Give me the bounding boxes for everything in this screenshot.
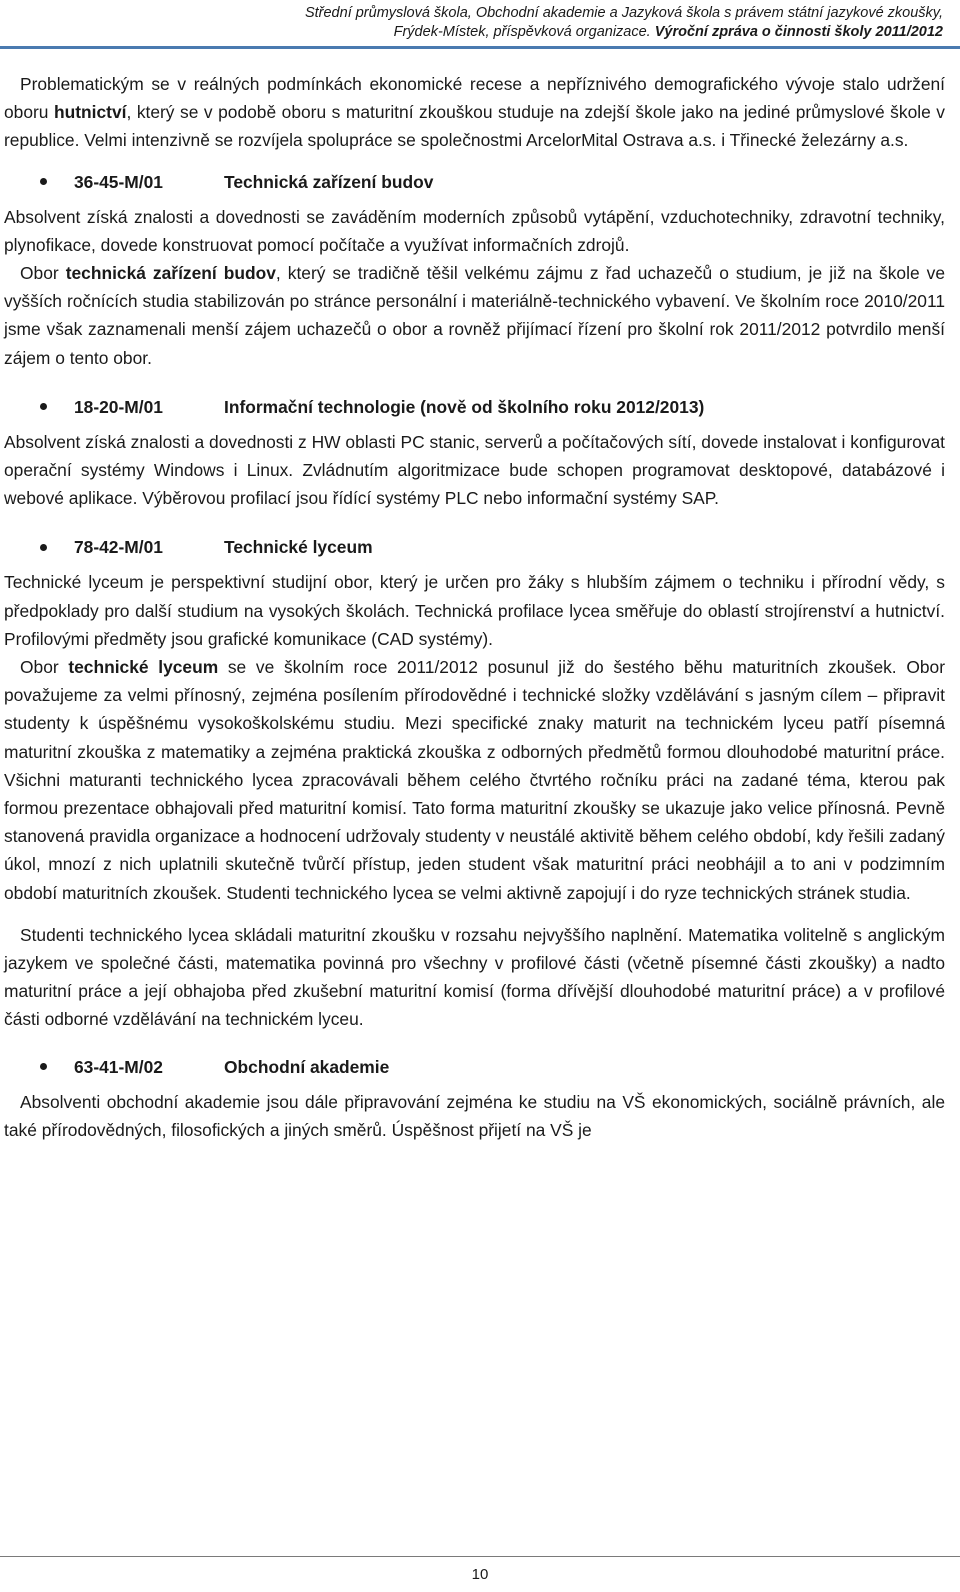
header-report-title: Výroční zpráva o činnosti školy 2011/2012 (654, 24, 943, 40)
it-paragraph-1: Absolvent získá znalosti a dovednosti z HW oblasti PC stanic, serverů a počítačových sítí, dovede instalovat i konfigurovat operační systémy Windows i Linux. Zvládnutím algoritmizace bude schopen programovat desktopové, databázové i webové aplikace. Výběrovou profilací jsou řídící systémy PLC nebo informační systémy SAP. (4, 431, 945, 509)
intro-text-c: , který se v podobě oboru s maturitní zkouškou studuje na zdejší škole jako na jediné průmyslové škole v republice. Velmi intenzivně se rozvíjela spolupráce se společnostmi ArcelorMital Ostrava a.s. i Třinecké železárny a.s. (4, 102, 945, 151)
bullet-icon (40, 178, 47, 185)
bullet-icon (40, 544, 47, 551)
paragraph-gap (4, 907, 945, 921)
section-heading-it (4, 392, 945, 422)
bullet-icon (40, 403, 47, 410)
footer-rule (0, 1556, 960, 1557)
section-heading-tzb (4, 167, 945, 197)
intro-bold-hutnictvi: hutnictví (54, 102, 127, 123)
page-footer (0, 1566, 960, 1583)
tzb-paragraph-1: Absolvent získá znalosti a dovednosti se zaváděním moderních způsobů vytápění, vzduchotechniky, zdravotní techniky, plynofikace, dovede konstruovat pomocí počítače a využívat informačních zdrojů. (4, 206, 945, 255)
header-school-suffix: Frýdek-Místek, příspěvková organizace. (393, 24, 655, 40)
section-title: Technické lyceum (224, 537, 373, 558)
lyceum-paragraph-3: Studenti technického lycea skládali maturitní zkoušku v rozsahu nejvyššího naplnění. Matematika volitelně s anglickým jazykem ve společné části, matematika povinná pro všechny v profilové části (včetně písemné části zkoušky) a nadto maturitní práce a její obhajoba před zkušební maturitní komisí (forma dřívější dlouhodobé maturitní práce) a v profilové části odborné vzdělávání na technickém lyceu. (4, 924, 945, 1030)
oa-paragraph-1: Absolventi obchodní akademie jsou dále připravování zejména ke studiu na VŠ ekonomických, sociálně právních, ale také přírodovědných, filosofických a jiných směrů. Úspěšnost přijetí na VŠ je (4, 1091, 945, 1140)
header-rule (0, 46, 960, 49)
section-title: Technická zařízení budov (224, 171, 434, 192)
section-code: 18-20-M/01 (74, 396, 163, 417)
page-number: 10 (471, 1566, 489, 1583)
intro-text-a: Problematickým se v reálných podmínkách ekonomické recese a nepříznivého demografického vývoje stalo udržení oboru (4, 74, 945, 123)
lyceum-paragraph-2 (4, 653, 945, 907)
section-heading-oa (4, 1052, 945, 1082)
intro-paragraph (4, 70, 945, 155)
tzb-p2-bold: technická zařízení budov (65, 263, 276, 284)
tzb-p2-text-a: Obor (20, 263, 66, 284)
lyceum-p2-bold: technické lyceum (68, 657, 219, 678)
header-line-2 (0, 23, 960, 42)
section-code: 63-41-M/02 (74, 1056, 163, 1077)
section-code: 78-42-M/01 (74, 537, 163, 558)
section-code: 36-45-M/01 (74, 171, 163, 192)
header-line-1: Střední průmyslová škola, Obchodní akademie a Jazyková škola s právem státní jazykové zkoušky, (304, 5, 943, 21)
bullet-icon (40, 1063, 47, 1070)
lyceum-p2-text-a: Obor (20, 657, 69, 678)
tzb-p2-text-c: , který se tradičně těšil velkému zájmu z řad uchazečů o studium, je již na škole ve vyšších ročnících studia stabilizován po stránce personální i materiálně-technického vybavení. Ve školním roce 2010/2011 jsme však zaznamenali menší zájem uchazečů o obor a rovněž přijímací řízení pro školní rok 2011/2012 potvrdilo menší zájem o tento obor. (4, 263, 946, 368)
tzb-paragraph-2 (4, 259, 945, 372)
lyceum-p2-text-c: se ve školním roce 2011/2012 posunul již do šestého běhu maturitních zkoušek. Obor považujeme za velmi přínosný, zejména posílením přírodovědné i technické složky vzdělávání s jasným cílem – připravit studenty k úspěšnému vysokoškolskému studiu. Mezi specifické znaky maturit na technickém lyceu patří písemná maturitní zkouška z matematiky a zejména praktická zkouška z odborných předmětů formou dlouhodobé maturitní práce. Všichni maturanti technického lycea zpracovávali během celého čtvrtého ročníku práci na zadané téma, kterou pak formou prezentace obhajovali před maturitní komisí. Tato forma maturitní zkoušky se ukazuje jako velice přínosná. Pevně stanovená pravidla organizace a hodnocení udržovaly studenty v neustálé aktivitě během celého období, kdy řešili zadaný úkol, mnozí z nich uplatnili skutečně tvůrčí přístup, jeden student však maturitní práci neobhájil a to ani v podzimním období maturitních zkoušek. Studenti technického lycea se velmi aktivně zapojují i do ryze technických stránek studia. (4, 657, 945, 903)
page-content (4, 70, 945, 1144)
page-header (0, 0, 960, 48)
section-heading-lyceum (4, 532, 945, 562)
section-title: Informační technologie (nově od školního roku 2012/2013) (224, 396, 705, 417)
lyceum-paragraph-1: Technické lyceum je perspektivní studijní obor, který je určen pro žáky s hlubším zájmem o techniku i přírodní vědy, s předpoklady pro další studium na vysokých školách. Technická profilace lycea směřuje do oblastí strojírenství a hutnictví. Profilovými předměty jsou grafické komunikace (CAD systémy). (4, 572, 945, 649)
section-title: Obchodní akademie (224, 1056, 390, 1077)
